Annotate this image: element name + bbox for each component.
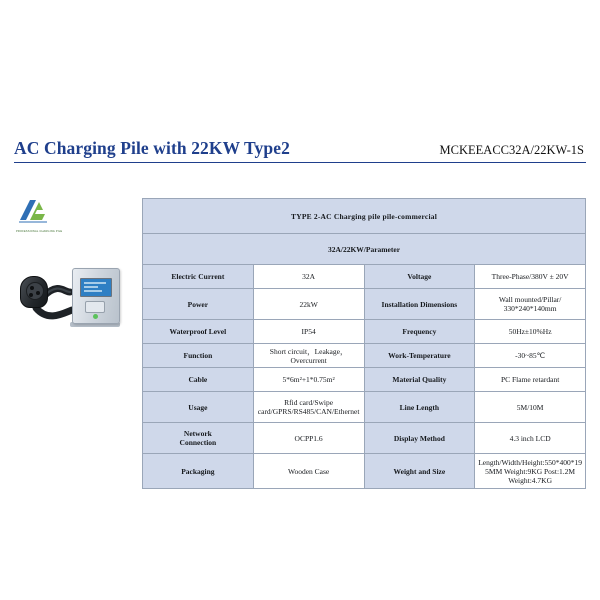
logo-icon: [16, 196, 62, 224]
specification-table: [142, 198, 586, 489]
row-value: 5M/10M: [475, 392, 586, 423]
row-value: 32A: [253, 265, 364, 289]
row-label: Function: [143, 344, 254, 368]
row-value: Wooden Case: [253, 454, 364, 489]
row-value: 22kW: [253, 289, 364, 320]
status-led: [93, 314, 98, 319]
row-label: Usage: [143, 392, 254, 423]
row-value: Wall mounted/Pillar/ 330*240*140mm: [475, 289, 586, 320]
row-label: Line Length: [364, 392, 475, 423]
product-photo: [14, 258, 134, 338]
row-label: Work-Temperature: [364, 344, 475, 368]
table-row: [143, 368, 586, 392]
type2-connector-icon: [20, 276, 48, 308]
row-label: Display Method: [364, 423, 475, 454]
table-row: [143, 454, 586, 489]
row-value: Rfid card/Swipe card/GPRS/RS485/CAN/Ethernet: [253, 392, 364, 423]
charging-pile-unit: [72, 268, 120, 324]
row-label: Power: [143, 289, 254, 320]
row-value: 5*6m²+1*0.75m²: [253, 368, 364, 392]
table-title-row: [143, 199, 586, 234]
row-label: Electric Current: [143, 265, 254, 289]
table-row: [143, 320, 586, 344]
company-logo: [16, 196, 80, 236]
pile-display-screen: [80, 278, 112, 297]
row-value: Three-Phase/380V ± 20V: [475, 265, 586, 289]
table-row: [143, 392, 586, 423]
table-subtitle-row: [143, 234, 586, 265]
row-label: Frequency: [364, 320, 475, 344]
table-title: TYPE 2-AC Charging pile pile-commercial: [143, 199, 586, 234]
row-value: OCPP1.6: [253, 423, 364, 454]
row-label: Network Connection: [143, 423, 254, 454]
row-label: Packaging: [143, 454, 254, 489]
row-value: 50Hz±10%Hz: [475, 320, 586, 344]
table-row: [143, 423, 586, 454]
page-header: [14, 138, 586, 159]
row-label: Material Quality: [364, 368, 475, 392]
row-label: Installation Dimensions: [364, 289, 475, 320]
row-value: Short circuit，Leakage，Overcurrent: [253, 344, 364, 368]
row-label: Weight and Size: [364, 454, 475, 489]
table-subtitle: 32A/22KW/Parameter: [143, 234, 586, 265]
row-label: Waterproof Level: [143, 320, 254, 344]
row-label: Cable: [143, 368, 254, 392]
model-number: MCKEEACC32A/22KW-1S: [439, 143, 584, 157]
table-row: [143, 344, 586, 368]
row-value: PC Flame retardant: [475, 368, 586, 392]
table-row: [143, 265, 586, 289]
row-value: 4.3 inch LCD: [475, 423, 586, 454]
row-value: IP54: [253, 320, 364, 344]
row-value: -30~85℃: [475, 344, 586, 368]
logo-caption: PROFESSIONAL CHARGING PILE: [16, 230, 63, 233]
table-row: [143, 289, 586, 320]
row-label: Voltage: [364, 265, 475, 289]
page-title: AC Charging Pile with 22KW Type2: [14, 138, 290, 158]
rfid-reader: [85, 301, 105, 313]
row-value: Length/Width/Height:550*400*19 5MM Weight:9KG Post:1.2M Weight:4.7KG: [475, 454, 586, 489]
header-divider: [14, 162, 586, 163]
